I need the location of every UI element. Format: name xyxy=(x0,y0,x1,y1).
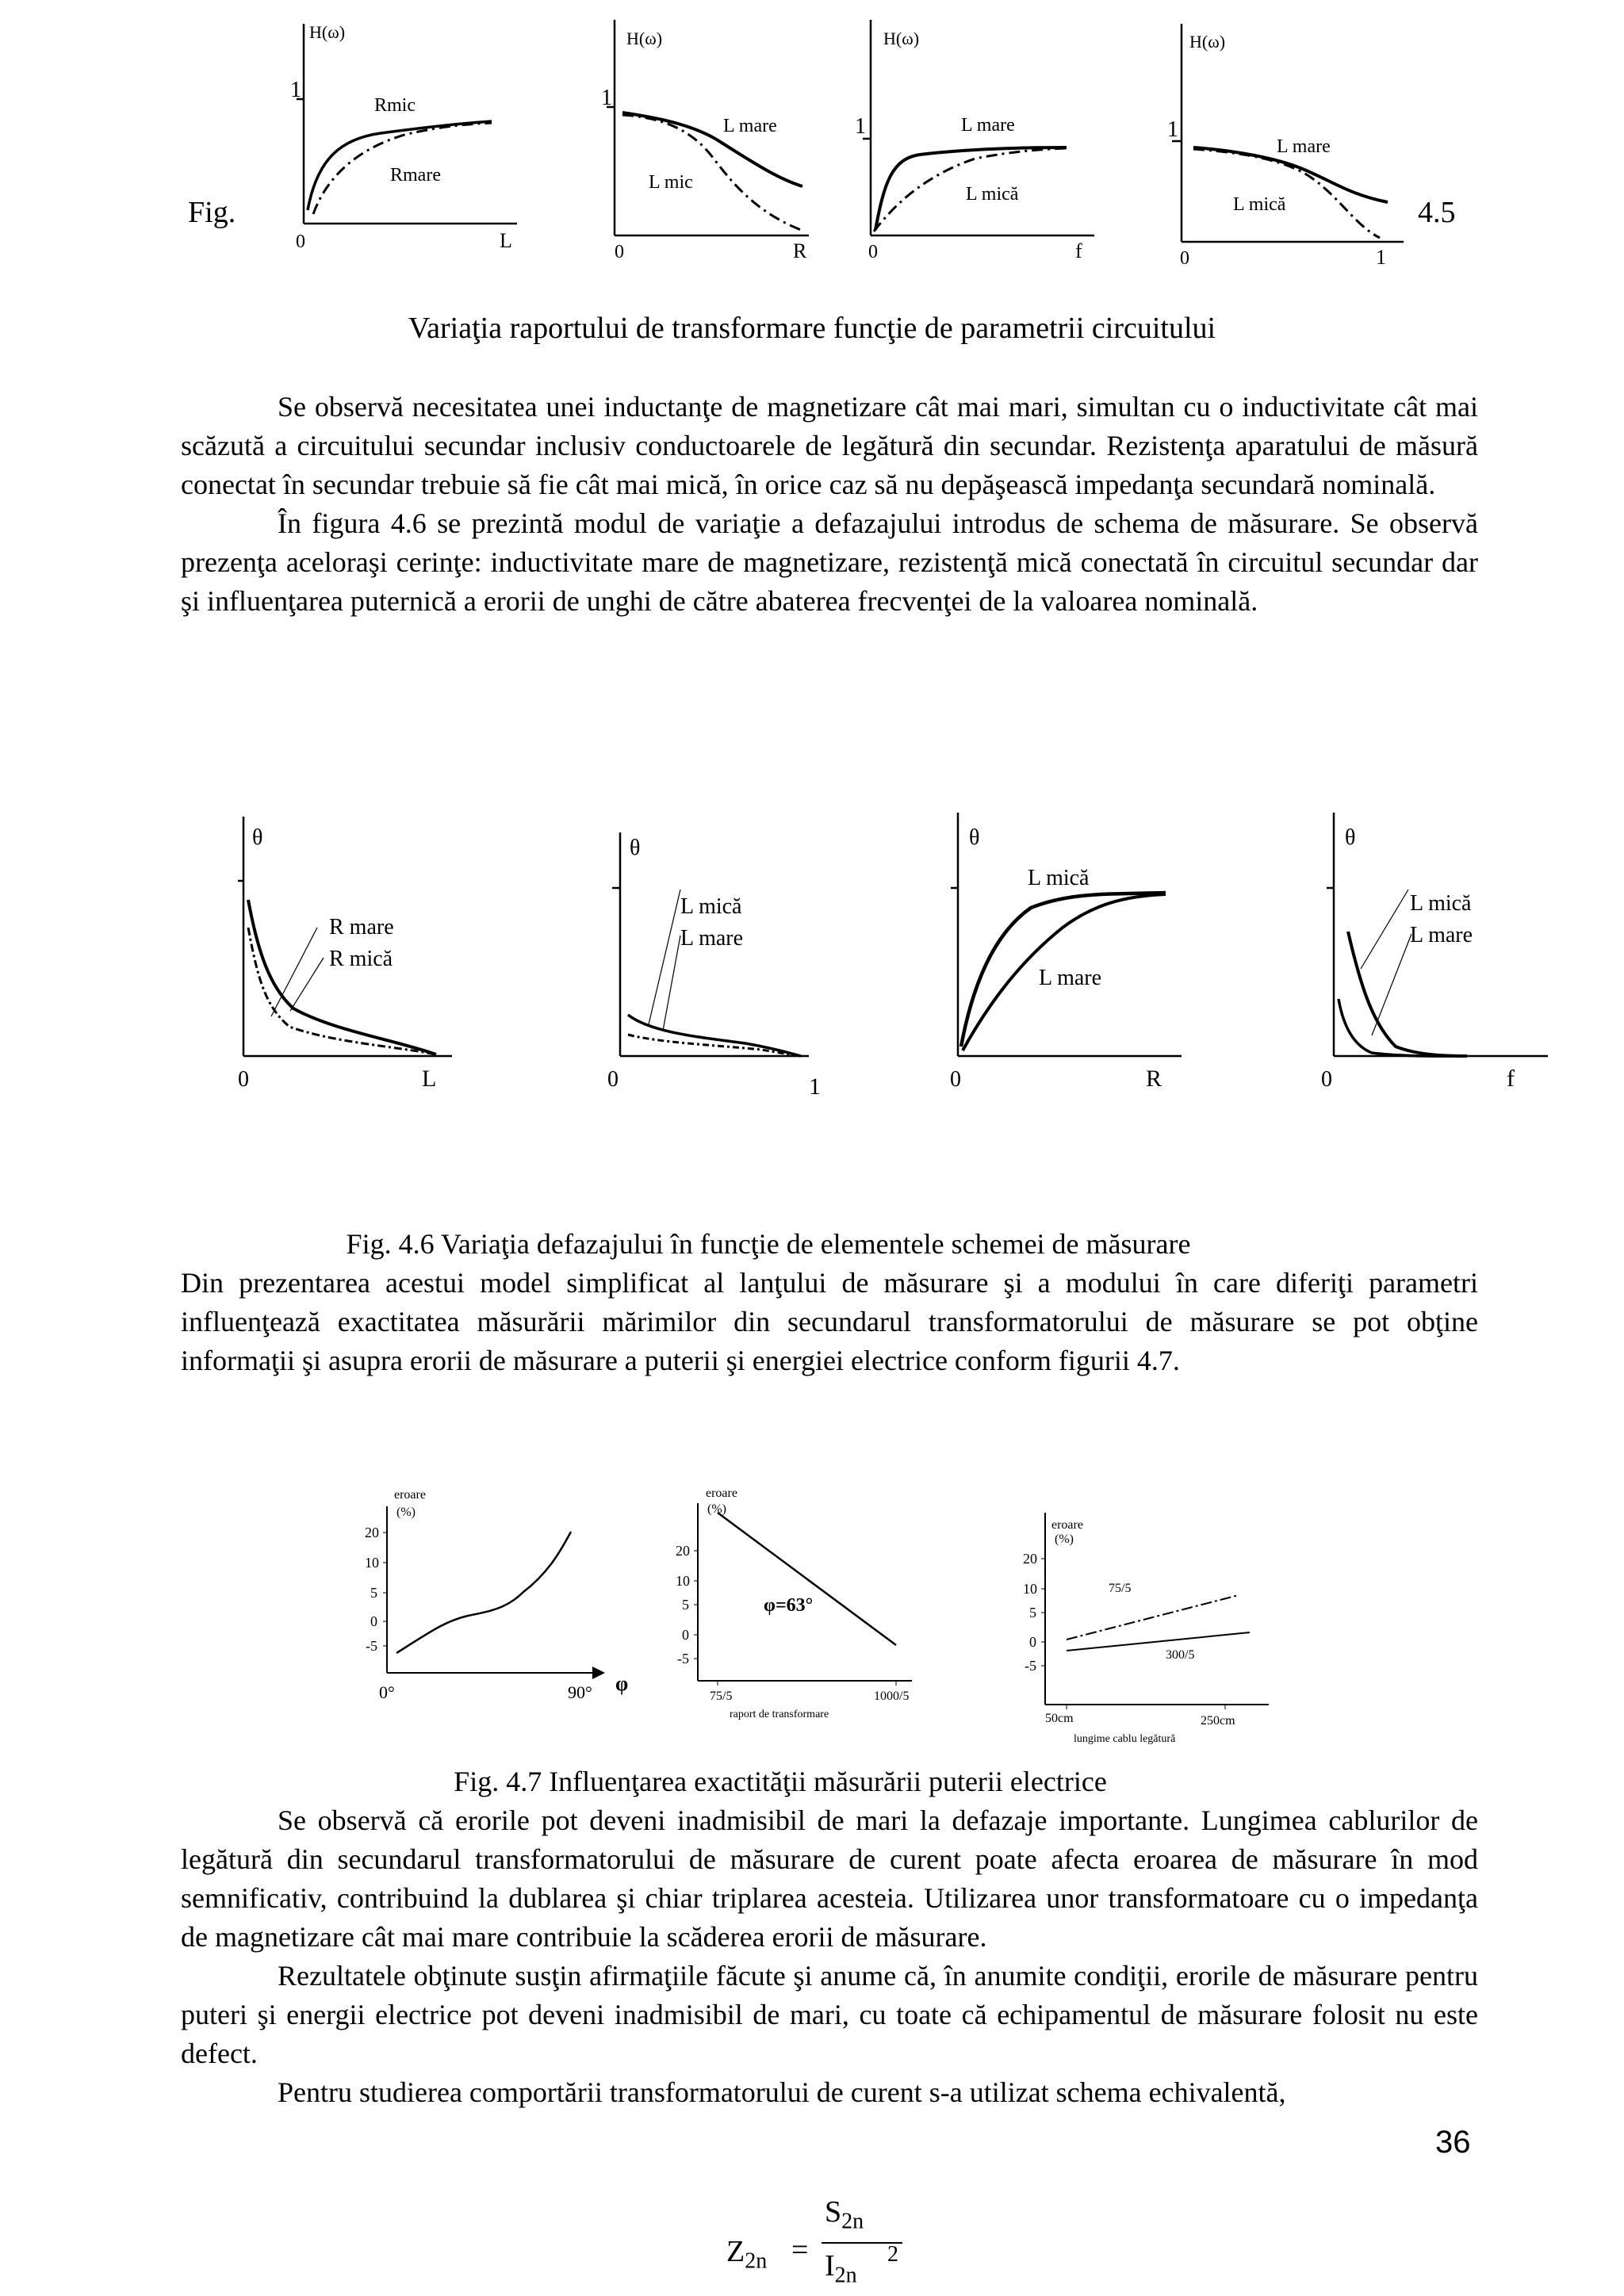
fig47-p3-ytick-4: 0 xyxy=(1029,1634,1036,1650)
paragraph-6: Pentru studierea comportării transformatorului de curent s-a utilizat schema echivalentă, xyxy=(278,2076,1286,2108)
formula-lhs: Z xyxy=(726,2235,745,2268)
fig47-p1-xaxis: φ xyxy=(615,1672,629,1695)
fig46-p4-curve-label-2: L mare xyxy=(1410,923,1473,947)
paragraph-2: În figura 4.6 se prezintă modul de variaţie a defazajului introdus de schema de măsurare. Se observă prezenţa aceloraşi cerinţe: inductivitate mare de magnetizare, rezistenţă mică conectată în circuitul secundar dar şi influenţarea puternică a erorii de unghi de către abaterea frecvenţei de la valoarea nominală. xyxy=(181,507,1478,617)
fig45-p3-ylabel: H(ω) xyxy=(883,29,920,48)
fig47-p1-ytick-5: -5 xyxy=(366,1638,377,1654)
fig46-p4-curve-label-1: L mică xyxy=(1410,891,1472,916)
fig46-panel-4 xyxy=(1321,813,1548,1092)
fig47-p3-xtick-2: 250cm xyxy=(1201,1714,1235,1728)
fig46-p1-ylabel: θ xyxy=(252,825,263,850)
fig45-p2-curve-label-1: L mare xyxy=(723,116,777,136)
fig47-p2-line xyxy=(718,1513,896,1645)
fig47-p2-xaxis: raport de transformare xyxy=(730,1709,829,1720)
formula-num-sub: 2n xyxy=(841,2209,864,2234)
fig46-panel-3 xyxy=(950,813,1182,1092)
fig45-p1-one: 1 xyxy=(290,78,301,102)
fig45-p1-ylabel: H(ω) xyxy=(309,22,346,42)
figure-4-6 xyxy=(0,809,1624,1142)
formula-num: S xyxy=(825,2195,842,2229)
fig47-p3-ylabel-1: eroare xyxy=(1051,1518,1083,1532)
fig45-p3-xlabel: f xyxy=(1075,239,1082,262)
fig45-p2-curve-label-2: L mic xyxy=(649,172,693,193)
fig45-p4-xlabel: 1 xyxy=(1376,246,1386,269)
fig45-p2-ylabel: H(ω) xyxy=(626,29,663,48)
fig47-p3-xaxis: lungime cablu legătură xyxy=(1074,1733,1176,1745)
paragraph-4: Se observă că erorile pot deveni inadmisibil de mari la defazaje importante. Lungimea cablurilor de legătură din secundarul transformatorului de măsurare de curent poate afecta eroarea de măsurare în mod semnificativ, contribuind la dublarea şi chiar triplarea acesteia. Utilizarea unor transformatoare cu o impedanţa de magnetizare cât mai mare contribuie la scăderea erorii de măsurare. xyxy=(181,1804,1478,1953)
fig45-p2-xlabel: R xyxy=(793,239,807,262)
fig45-p2-zero: 0 xyxy=(615,242,624,262)
fig47-p3-line-75 xyxy=(1067,1595,1239,1640)
fig46-p4-xlabel: f xyxy=(1507,1066,1515,1092)
fig47-p1-xtick-2: 90° xyxy=(568,1682,592,1702)
fig45-p2-one: 1 xyxy=(601,86,612,110)
fig45-p1-curve-label-1: Rmic xyxy=(374,95,416,116)
fig45-label-right: 4.5 xyxy=(1418,196,1456,229)
fig47-panel-3 xyxy=(1023,1513,1269,1745)
text-block-2 xyxy=(181,1264,1478,1380)
paragraph-5: Rezultatele obţinute susţin afirmaţiile făcute şi anume că, în anumite condiţii, erorile de măsurare pentru puteri şi energii electrice pot deveni inadmisibil de mari, cu toate că echipamentul de măsurare folosit nu este defect. xyxy=(181,1960,1478,2069)
fig45-p3-curve-label-1: L mare xyxy=(961,115,1015,136)
fig46-p2-curve-label-1: L mică xyxy=(680,894,742,919)
fig46-p2-ylabel: θ xyxy=(630,836,641,860)
paragraph-1: Se observă necesitatea unei inductanţe de magnetizare cât mai mari, simultan cu o inductivitate cât mai scăzută a circuitului secundar inclusiv conductoarele de legătură din secundar. Rezistenţa aparatului de măsură conectat în secundar trebuie să fie cât mai mică, în orice caz să nu depăşească impedanţa secundară nominală. xyxy=(181,391,1478,500)
fig46-p3-ylabel: θ xyxy=(969,825,980,850)
fig47-p3-ytick-1: 20 xyxy=(1023,1551,1037,1567)
fig45-p4-one: 1 xyxy=(1167,117,1178,142)
fig46-p3-curve-label-2: L mare xyxy=(1039,966,1102,990)
fig47-p2-ytick-3: 5 xyxy=(682,1597,689,1613)
fig45-p3-zero: 0 xyxy=(868,242,878,262)
fig47-p2-ytick-2: 10 xyxy=(676,1573,690,1589)
fig47-p1-ytick-4: 0 xyxy=(370,1613,377,1629)
fig45-panel-1 xyxy=(290,22,517,252)
fig47-p3-ylabel-2: (%) xyxy=(1055,1533,1074,1546)
fig47-p1-ylabel-1: eroare xyxy=(394,1488,426,1502)
fig47-caption: Fig. 4.7 Influenţarea exactităţii măsurării puterii electrice xyxy=(454,1766,1107,1797)
fig45-p1-zero: 0 xyxy=(296,232,305,252)
fig45-p1-xlabel: L xyxy=(500,229,512,252)
paragraph-3: Din prezentarea acestui model simplificat al lanţului de măsurare şi a modului în care diferiţi parametri influenţează exactitatea măsurării mărimilor din secundarul transformatorului de măsurare se pot obţine informaţii şi asupra erorii de măsurare a puterii şi energiei electrice conform figurii 4.7. xyxy=(181,1267,1478,1376)
fig47-p1-ylabel-2: (%) xyxy=(396,1506,416,1519)
fig45-panel-2 xyxy=(601,20,809,262)
fig47-p3-xtick-1: 50cm xyxy=(1045,1712,1074,1725)
fig46-p3-zero: 0 xyxy=(950,1067,961,1092)
formula-eq: = xyxy=(791,2233,809,2267)
text-block-1 xyxy=(181,388,1478,621)
fig46-p1-curve-label-2: R mică xyxy=(329,947,393,971)
fig46-p4-curve-lmica xyxy=(1348,932,1467,1056)
fig46-caption: Fig. 4.6 Variaţia defazajului în funcţie de elementele schemei de măsurare xyxy=(346,1228,1191,1260)
fig46-p4-ylabel: θ xyxy=(1345,825,1356,850)
fig47-p2-ylabel-1: eroare xyxy=(706,1487,737,1500)
formula-den-sub: 2n xyxy=(834,2263,857,2288)
fig47-p3-series-2: 300/5 xyxy=(1166,1648,1195,1662)
fig46-p3-curve-label-1: L mică xyxy=(1028,866,1090,890)
fig47-p1-curve xyxy=(396,1532,571,1653)
text-block-3 xyxy=(181,1801,1478,2112)
fig47-p3-ytick-2: 10 xyxy=(1023,1581,1037,1597)
fig47-p1-ytick-3: 5 xyxy=(370,1585,377,1601)
fig45-panel-3 xyxy=(855,20,1094,262)
fig47-panel-2 xyxy=(676,1487,912,1720)
fig46-panel-1 xyxy=(238,817,452,1092)
fig47-p3-ytick-3: 5 xyxy=(1029,1605,1036,1621)
fig47-p2-ylabel-2: (%) xyxy=(707,1502,726,1516)
fig46-p2-xlabel: 1 xyxy=(809,1073,821,1100)
formula-lhs-sub: 2n xyxy=(745,2248,768,2274)
fig45-panel-4 xyxy=(1167,24,1404,269)
fig45-p1-curve-label-2: Rmare xyxy=(390,165,441,186)
fig47-p2-xtick-1: 75/5 xyxy=(710,1689,733,1703)
fig47-p2-ytick-5: -5 xyxy=(677,1651,689,1667)
formula-den-sup: 2 xyxy=(887,2242,898,2267)
fig47-p3-series-1: 75/5 xyxy=(1109,1582,1132,1595)
fig47-p3-ytick-5: -5 xyxy=(1025,1658,1036,1674)
fig45-p4-curve-label-2: L mică xyxy=(1233,194,1286,215)
fig45-p3-one: 1 xyxy=(855,114,866,139)
fig45-p4-zero: 0 xyxy=(1180,248,1189,269)
fig46-p1-curve-label-1: R mare xyxy=(329,915,394,939)
fig45-p3-curve-label-2: L mică xyxy=(966,184,1019,205)
fig47-p3-line-300 xyxy=(1067,1632,1250,1651)
fig46-p2-curve-label-2: L mare xyxy=(680,926,744,951)
fig45-p4-ylabel: H(ω) xyxy=(1189,32,1226,52)
fig47-p1-ytick-1: 20 xyxy=(365,1525,379,1540)
fig47-p1-ytick-2: 10 xyxy=(365,1555,379,1571)
fig47-p2-xtick-2: 1000/5 xyxy=(874,1689,910,1703)
formula-z2n xyxy=(726,2188,933,2291)
fig45-p4-curve-label-1: L mare xyxy=(1277,136,1331,157)
fig45-label-left: Fig. xyxy=(188,196,236,229)
fig47-p2-annotation: φ=63° xyxy=(764,1595,814,1616)
fig47-p2-ytick-1: 20 xyxy=(676,1543,690,1559)
fig47-panel-1 xyxy=(365,1488,628,1702)
fig46-p3-xlabel: R xyxy=(1146,1066,1162,1092)
fig46-p2-curve-lmica xyxy=(628,1015,801,1056)
fig46-p2-zero: 0 xyxy=(607,1067,619,1092)
fig46-panel-2 xyxy=(607,832,821,1100)
figure-4-5 xyxy=(0,0,1624,285)
fig46-p4-zero: 0 xyxy=(1321,1067,1332,1092)
formula-den: I xyxy=(825,2249,835,2283)
fig45-caption: Variaţia raportului de transformare funcţie de parametrii circuitului xyxy=(408,312,1216,345)
figure-4-7 xyxy=(0,1475,1624,1752)
fig47-p1-xtick-1: 0° xyxy=(379,1682,395,1702)
page-number: 36 xyxy=(1435,2125,1471,2160)
fig47-p2-ytick-4: 0 xyxy=(682,1627,689,1643)
fig46-p1-xlabel: L xyxy=(422,1066,437,1092)
fig46-p1-zero: 0 xyxy=(238,1067,249,1092)
